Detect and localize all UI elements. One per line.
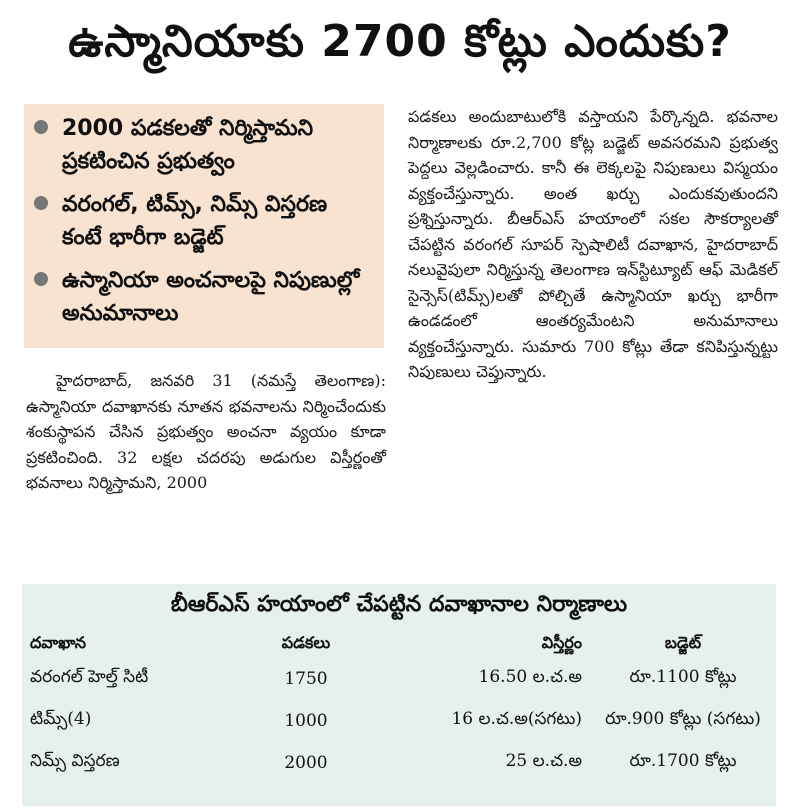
table-cell: 1000	[284, 711, 328, 731]
highlight-item	[34, 264, 374, 330]
article-body-left: హైదరాబాద్‌, జనవరి 31 (నమస్తే తెలంగాణ): ఉస్మానియా దవాఖానకు నూతన భవనాలను నిర్మించేందుకు శంకుస్థాపన చేసిన ప్రభుత్వం అంచనా వ్యయం కూడా ప్రకటించింది. 32 లక్షల చదరపు అడుగుల విస్తీర్ణంతో భవనాలు నిర్మిస్తామని, 2000	[26, 371, 386, 492]
table-row	[22, 700, 776, 742]
column-header: విస్తీర్ణం	[541, 632, 582, 652]
data-table	[22, 630, 776, 784]
table-cell: 16 ల.చ.అ(సగటు)	[451, 709, 582, 729]
table-row	[22, 742, 776, 784]
highlights-box	[24, 104, 384, 348]
bullet-icon	[34, 272, 48, 286]
article-body-right: పడకలు అందుబాటులోకి వస్తాయని పేర్కొన్నది. భవనాల నిర్మాణాలకు రూ.2,700 కోట్ల బడ్జెట్‌ అవసరమని ప్రభుత్వ పెద్దలు వెల్లడించారు. కానీ ఈ లెక్కలపై నిపుణులు విస్మయం వ్యక్తంచేస్తున్నారు. అంత ఖర్చు ఎందుకవుతుందని ప్రశ్నిస్తున్నారు. బీఆర్‌ఎస్‌ హయాంలో సకల సౌకర్యాలతో చేపట్టిన వరంగల్‌ సూపర్‌ స్పెషాలిటీ దవాఖాన, హైదరాబాద్‌ నలువైపులా నిర్మిస్తున్న తెలంగాణ ఇన్‌స్టిట్యూట్‌ ఆఫ్‌ మెడికల్‌ సైన్సెస్‌(టిమ్స్‌)లతో పోల్చితే ఉస్మానియా ఖర్చు భారీగా ఉండడంలో ఆంతర్యమేంటని అనుమానాలు వ్యక్తంచేస్తున్నారు. సుమారు 700 కోట్లు తేడా కనిపిస్తున్నట్టు నిపుణులు చెప్తున్నారు.	[408, 107, 778, 381]
table-cell: నిమ్స్‌ విస్తరణ	[30, 751, 120, 771]
table-cell: 16.50 ల.చ.అ	[478, 667, 582, 687]
hospital-table	[22, 584, 776, 806]
table-cell: రూ.1700 కోట్లు	[629, 751, 737, 771]
table-cell: రూ.900 కోట్లు (సగటు)	[605, 709, 761, 729]
bullet-icon	[34, 196, 48, 210]
headline: ఉస్మానియాకు 2700 కోట్లు ఎందుకు?	[68, 16, 732, 67]
column-header: బడ్జెట్‌	[664, 632, 702, 652]
column-header: దవాఖాన	[30, 632, 87, 652]
highlight-item	[34, 188, 374, 254]
highlight-text: ఉస్మానియా అంచనాలపై నిపుణుల్లో అనుమానాలు	[62, 268, 360, 326]
highlight-item	[34, 112, 374, 178]
table-row	[22, 658, 776, 700]
table-cell: 1750	[284, 669, 328, 689]
table-cell: 25 ల.చ.అ	[505, 751, 582, 771]
table-cell: టిమ్స్‌(4)	[30, 709, 92, 729]
table-cell: వరంగల్‌ హెల్త్‌ సిటీ	[30, 667, 149, 687]
table-cell: రూ.1100 కోట్లు	[629, 667, 737, 687]
table-header-row	[22, 630, 776, 658]
column-header: పడకలు	[281, 632, 331, 652]
table-title: బీఆర్‌ఎస్‌ హయాంలో చేపట్టిన దవాఖానాల నిర్మాణాలు	[170, 592, 628, 617]
bullet-icon	[34, 120, 48, 134]
highlight-text: వరంగల్‌, టిమ్స్‌, నిమ్స్‌ విస్తరణ కంటే భారీగా బడ్జెట్‌	[62, 192, 328, 250]
table-cell: 2000	[284, 753, 328, 773]
highlight-text: 2000 పడకలతో నిర్మిస్తామని ప్రకటించిన ప్రభుత్వం	[62, 116, 314, 174]
